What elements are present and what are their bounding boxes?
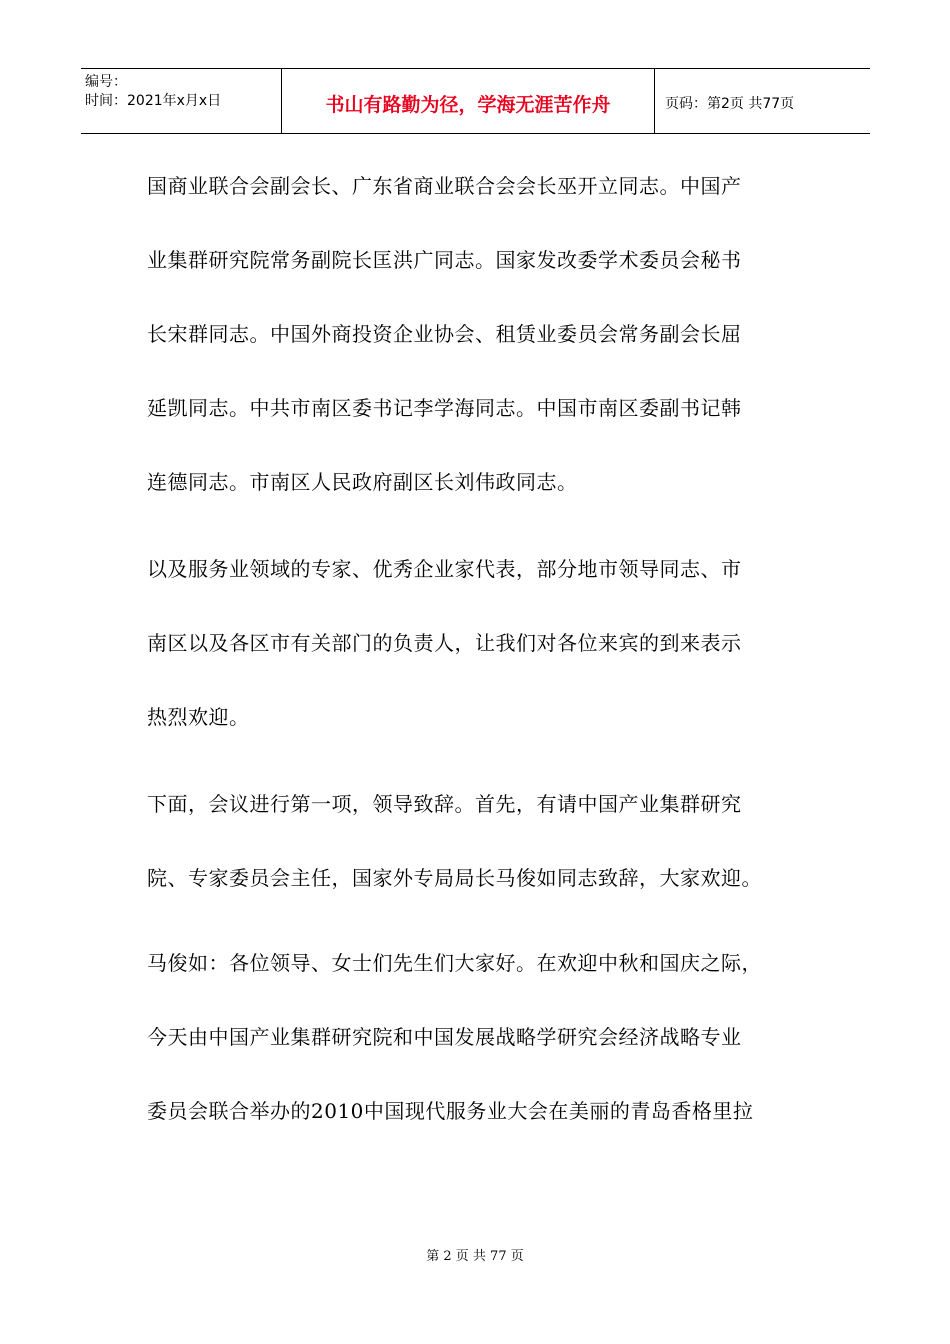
document-number-label: 编号：: [85, 74, 127, 90]
text-line: 国商业联合会副会长、广东省商业联合会会长巫开立同志。中国产: [147, 174, 742, 198]
text-line: 长宋群同志。中国外商投资企业协会、租赁业委员会常务副会长屈: [147, 322, 742, 346]
text-line: 马俊如：各位领导、女士们先生们大家好。在欢迎中秋和国庆之际，: [147, 951, 762, 975]
text-line: 延凯同志。中共市南区委书记李学海同志。中国市南区委副书记韩: [147, 396, 742, 420]
header-meta: [81, 69, 282, 133]
page-footer: 第 2 页 共 77 页: [426, 1249, 524, 1264]
text-line: 院、专家委员会主任，国家外专局局长马俊如同志致辞，大家欢迎。: [147, 866, 762, 890]
header-page-info: 页码：第2页 共77页: [665, 96, 795, 112]
header-motto: 书山有路勤为径，学海无涯苦作舟: [282, 69, 655, 133]
text-line: 以及服务业领域的专家、优秀企业家代表，部分地市领导同志、市: [147, 557, 742, 581]
page-header: [81, 68, 870, 134]
text-line: 今天由中国产业集群研究院和中国发展战略学研究会经济战略专业: [147, 1025, 742, 1049]
text-line: 委员会联合举办的2010中国现代服务业大会在美丽的青岛香格里拉: [147, 1099, 754, 1123]
text-line: 南区以及各区市有关部门的负责人，让我们对各位来宾的到来表示: [147, 631, 742, 655]
text-line: 业集群研究院常务副院长匡洪广同志。国家发改委学术委员会秘书: [147, 248, 742, 272]
document-time-label: 时间：2021年x月x日: [85, 93, 222, 109]
text-line: 下面，会议进行第一项，领导致辞。首先，有请中国产业集群研究: [147, 792, 742, 816]
text-line: 连德同志。市南区人民政府副区长刘伟政同志。: [147, 470, 578, 494]
text-line: 热烈欢迎。: [147, 705, 250, 729]
